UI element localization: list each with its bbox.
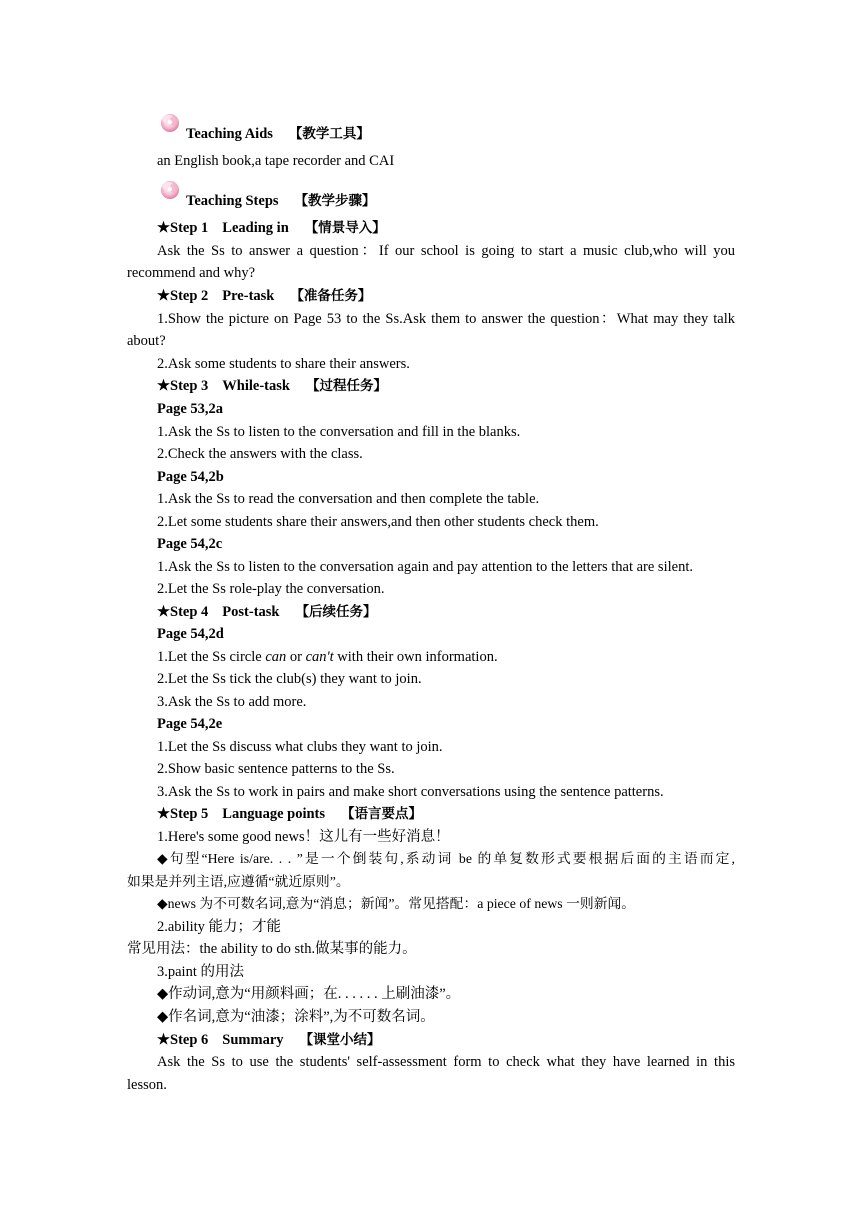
step6-text-line2: lesson. [127, 1077, 167, 1093]
teaching-aids-heading: Teaching Aids 【教学工具】 [186, 126, 370, 142]
step6-heading: ★Step 6 Summary 【课堂小结】 [157, 1032, 381, 1048]
teaching-steps-heading: Teaching Steps 【教学步骤】 [186, 193, 376, 209]
step3-heading: ★Step 3 While-task 【过程任务】 [157, 378, 387, 394]
section-2d-heading: Page 54,2d [157, 626, 224, 642]
step5-heading: ★Step 5 Language points 【语言要点】 [157, 806, 423, 822]
step4-2d-item3: 3.Ask the Ss to add more. [157, 694, 307, 710]
step2-item1-line2: about? [127, 333, 166, 349]
step3-2b-item1: 1.Ask the Ss to read the conversation and then complete the table. [157, 491, 540, 507]
step3-2c-item1: 1.Ask the Ss to listen to the conversation again and pay attention to the letters that are silent. [157, 559, 693, 575]
language-point-1-note1-line2: 如果是并列主语,应遵循“就近原则”。 [127, 874, 350, 889]
flower-bullet-icon [159, 110, 183, 134]
flower-bullet-icon [159, 177, 183, 201]
step1-heading: ★Step 1 Leading in 【情景导入】 [157, 220, 386, 236]
language-point-1: 1.Here's some good news！这儿有一些好消息！ [157, 829, 450, 845]
language-point-3: 3.paint 的用法 [157, 964, 244, 980]
language-point-3-note1: ◆作动词,意为“用颜料画；在. . . . . . 上刷油漆”。 [157, 986, 461, 1002]
step2-item1-line1: 1.Show the picture on Page 53 to the Ss.Ask them to answer the question：What may they talk [157, 311, 735, 327]
step3-2a-item1: 1.Ask the Ss to listen to the conversation and fill in the blanks. [157, 424, 521, 440]
step4-2e-item2: 2.Show basic sentence patterns to the Ss. [157, 761, 395, 777]
section-2e-heading: Page 54,2e [157, 716, 223, 732]
step1-text-line1: Ask the Ss to answer a question：If our school is going to start a music club,who will you [157, 243, 735, 259]
step4-2e-item3: 3.Ask the Ss to work in pairs and make short conversations using the sentence patterns. [157, 784, 664, 800]
section-2a-heading: Page 53,2a [157, 401, 224, 417]
language-point-1-note2: ◆news 为不可数名词,意为“消息；新闻”。常见搭配：a piece of news 一则新闻。 [157, 896, 636, 911]
section-2c-heading: Page 54,2c [157, 536, 223, 552]
step2-heading: ★Step 2 Pre-task 【准备任务】 [157, 288, 372, 304]
step4-2e-item1: 1.Let the Ss discuss what clubs they want to join. [157, 739, 443, 755]
step4-2d-item2: 2.Let the Ss tick the club(s) they want to join. [157, 671, 422, 687]
language-point-3-note2: ◆作名词,意为“油漆；涂料”,为不可数名词。 [157, 1009, 435, 1025]
language-point-2-note: 常见用法：the ability to do sth.做某事的能力。 [127, 941, 417, 957]
step3-2a-item2: 2.Check the answers with the class. [157, 446, 363, 462]
step4-heading: ★Step 4 Post-task 【后续任务】 [157, 604, 377, 620]
step6-text-line1: Ask the Ss to use the students' self‑assessment form to check what they have learned in this [157, 1054, 735, 1070]
step4-2d-item1: 1.Let the Ss circle can or can't with their own information. [157, 649, 498, 665]
language-point-1-note1-line1: ◆句型“Here is/are. . . ”是一个倒装句,系动词 be 的单复数形式要根据后面的主语而定, [157, 851, 735, 866]
step3-2b-item2: 2.Let some students share their answers,and then other students check them. [157, 514, 599, 530]
step3-2c-item2: 2.Let the Ss role‑play the conversation. [157, 581, 385, 597]
section-2b-heading: Page 54,2b [157, 469, 224, 485]
step2-item2: 2.Ask some students to share their answers. [157, 356, 410, 372]
teaching-aids-content: an English book,a tape recorder and CAI [157, 153, 395, 169]
step1-text-line2: recommend and why? [127, 265, 256, 281]
language-point-2: 2.ability 能力；才能 [157, 919, 282, 935]
